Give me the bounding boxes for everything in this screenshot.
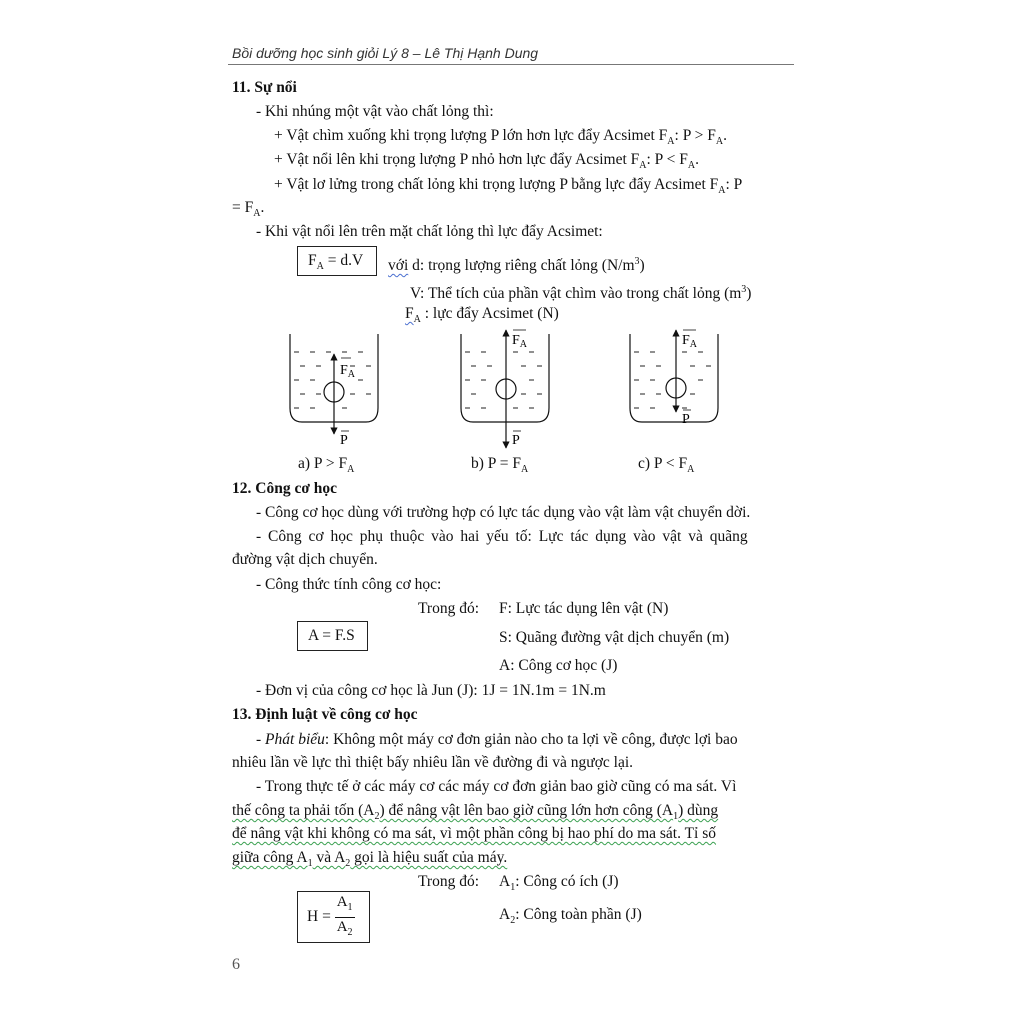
archimedes-formula: $F_A = d.V$ bbox=[308, 252, 364, 273]
s13-p1b: nhiêu lần về lực thì thiệt bấy nhiêu lần về đường đi và ngược lại. bbox=[232, 754, 634, 771]
label-P-b: P bbox=[512, 433, 520, 448]
caption-b: b) $P = F_A$ bbox=[471, 455, 529, 476]
work-formula: A = F.S bbox=[308, 627, 355, 644]
s12-def-F: F: Lực tác dụng lên vật (N) bbox=[499, 600, 669, 617]
caption-a: a) $P > F_A$ bbox=[298, 455, 355, 476]
def-FA: $F_A$ : lực đẩy Acsimet (N) bbox=[405, 305, 559, 326]
s13-def-A2: $A_2$: Công toàn phần (J) bbox=[499, 906, 642, 927]
s12-unit: - Đơn vị của công cơ học là Jun (J): 1J = 1N.1m = 1N.m bbox=[256, 682, 606, 699]
s13-where: Trong đó: bbox=[418, 873, 480, 890]
s12-line3: - Công thức tính công cơ học: bbox=[256, 576, 442, 593]
page-number: 6 bbox=[232, 956, 240, 973]
s12-def-A: A: Công cơ học (J) bbox=[499, 657, 618, 674]
s11-float-intro: - Khi vật nổi lên trên mặt chất lỏng thì lực đẩy Acsimet: bbox=[256, 223, 603, 240]
header-rule bbox=[228, 64, 794, 65]
efficiency-formula-box bbox=[297, 891, 370, 943]
buoyancy-figures bbox=[280, 326, 740, 456]
s13-p2b: thế công ta phải tốn $(A_2)$ để nâng vật lên bao giờ cũng lớn hơn công $(A_1)$ dùng bbox=[232, 802, 719, 823]
work-formula-box bbox=[297, 621, 368, 651]
section-12-title: 12. Công cơ học bbox=[232, 480, 338, 497]
label-FA-a: $F_A$ bbox=[340, 363, 356, 380]
s12-where: Trong đó: bbox=[418, 600, 480, 617]
label-P-a: P bbox=[340, 433, 348, 448]
label-FA-c: $F_A$ bbox=[682, 333, 698, 350]
s12-line2a: - Công cơ học phụ thuộc vào hai yếu tố: Lực tác dụng vào vật và quãng bbox=[256, 528, 748, 545]
figure-b-suspended bbox=[461, 330, 549, 448]
s11-bullet-suspend-cont: = $F_A$. bbox=[232, 199, 265, 220]
s11-bullet-sink: + Vật chìm xuống khi trọng lượng P lớn hơn lực đẩy Acsimet $F_A$: $P > F_A$. bbox=[274, 127, 727, 148]
s12-line2b: đường vật dịch chuyển. bbox=[232, 551, 378, 568]
efficiency-fraction: $\frac{A_1}{A_2}$ bbox=[336, 893, 353, 938]
label-FA-b: $F_A$ bbox=[512, 333, 528, 350]
s13-p2c: để nâng vật khi không có ma sát, vì một phần công bị hao phí do ma sát. Tỉ số bbox=[232, 825, 717, 842]
s11-bullet-suspend: + Vật lơ lửng trong chất lỏng khi trọng lượng P bằng lực đẩy Acsimet $F_A$: P bbox=[274, 176, 743, 197]
section-11-title: 11. Sự nổi bbox=[232, 79, 297, 96]
s11-bullet-float: + Vật nổi lên khi trọng lượng P nhỏ hơn lực đẩy Acsimet $F_A$: $P < F_A$. bbox=[274, 151, 699, 172]
s12-def-S: S: Quãng đường vật dịch chuyển (m) bbox=[499, 629, 730, 646]
archimedes-formula-box bbox=[297, 246, 377, 276]
section-13-title: 13. Định luật về công cơ học bbox=[232, 706, 418, 723]
s13-p2d: giữa công $A_1$ và $A_2$ gọi là hiệu suất của máy. bbox=[232, 849, 508, 870]
efficiency-formula: H = $\frac{A_1}{A_2}$ bbox=[307, 898, 355, 936]
figure-a-sinking bbox=[290, 334, 378, 448]
s13-def-A1: $A_1$: Công có ích (J) bbox=[499, 873, 619, 894]
caption-c: c) $P < F_A$ bbox=[638, 455, 695, 476]
s12-line1: - Công cơ học dùng với trường hợp có lực tác dụng vào vật làm vật chuyển dời. bbox=[256, 504, 751, 521]
running-header: Bồi dưỡng học sinh giỏi Lý 8 – Lê Thị Hạnh Dung bbox=[232, 45, 539, 61]
figure-c-floating bbox=[630, 330, 718, 427]
s11-intro: - Khi nhúng một vật vào chất lỏng thì: bbox=[256, 103, 494, 120]
s13-p2a: - Trong thực tế ở các máy cơ các máy cơ đơn giản bao giờ cũng có ma sát. Vì bbox=[256, 778, 737, 795]
label-P-c: P bbox=[682, 412, 690, 427]
def-V: V: Thể tích của phần vật chìm vào trong chất lỏng $(m^3)$ bbox=[410, 284, 752, 303]
def-d: với d: trọng lượng riêng chất lỏng $(N/m^3)$ bbox=[388, 256, 645, 275]
s13-p1a: - Phát biểu: Không một máy cơ đơn giản nào cho ta lợi về công, được lợi bao bbox=[256, 731, 738, 748]
